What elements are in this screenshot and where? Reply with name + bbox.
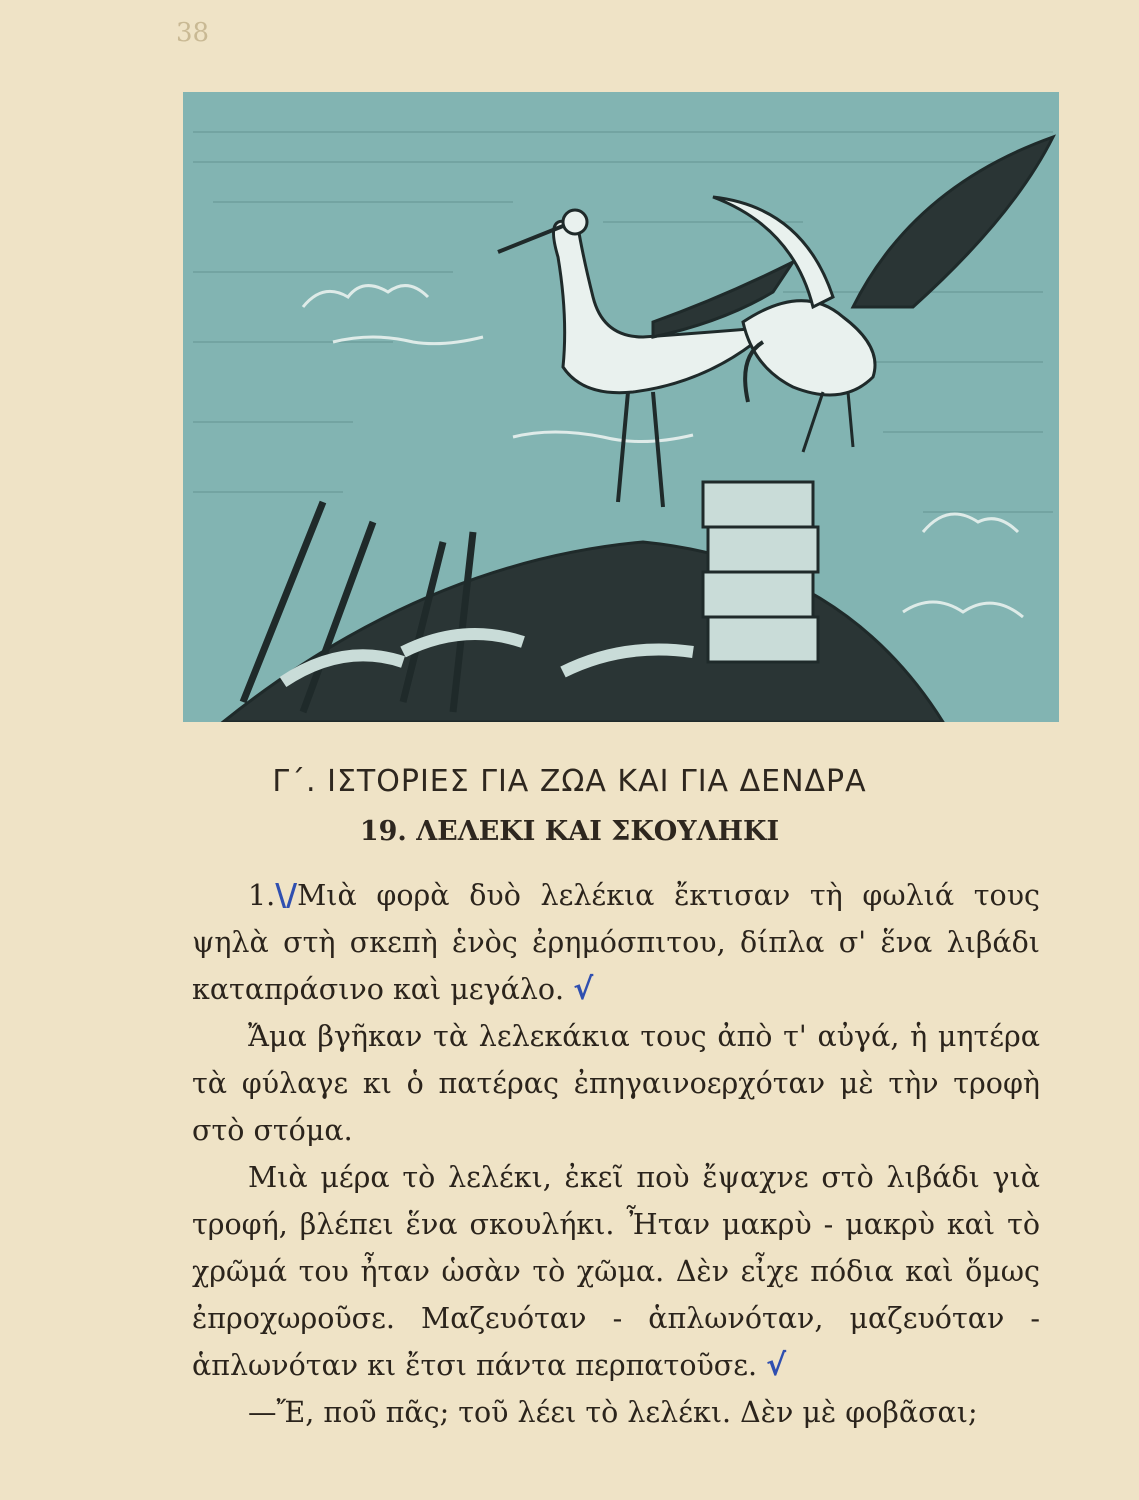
paragraph-3 xyxy=(192,1154,1040,1389)
section-heading: Γ΄. ΙΣΤΟΡΙΕΣ ΓΙΑ ΖΩΑ ΚΑΙ ΓΙΑ ΔΕΝΔΡΑ xyxy=(272,764,867,799)
stork-illustration xyxy=(183,92,1059,722)
lesson-title: 19. ΛΕΛΕΚΙ ΚΑΙ ΣΚΟΥΛΗΚΙ xyxy=(359,816,780,847)
paragraph-2: Ἄμα βγῆκαν τὰ λελεκάκια τους ἀπὸ τ' αὐγά, ἡ μητέρα τὰ φύλαγε κι ὁ πατέρας ἐπηγαινοερχόταν μὲ τὴν τροφὴ στὸ στόμα. xyxy=(192,1020,1040,1147)
paragraph-number: 1. xyxy=(248,879,276,912)
paragraph-1 xyxy=(192,872,1040,1013)
handwritten-check-mark-2: √ xyxy=(573,972,594,1007)
handwritten-check-mark-3: √ xyxy=(766,1348,787,1383)
paragraph-1-text: Μιὰ φορὰ δυὸ λελέκια ἔκτισαν τὴ φωλιά τους ψηλὰ στὴ σκεπὴ ἑνὸς ἐρημόσπιτου, δίπλα σ' ἕνα λιβάδι καταπράσινο καὶ μεγάλο. xyxy=(192,879,1040,1006)
stork-illustration-drawing xyxy=(183,92,1059,722)
story-text xyxy=(192,872,1040,1436)
page-number: 38 xyxy=(176,18,210,48)
handwritten-check-mark: \/ xyxy=(275,878,298,913)
paragraph-3-text: Μιὰ μέρα τὸ λελέκι, ἐκεῖ ποὺ ἔψαχνε στὸ λιβάδι γιὰ τροφή, βλέπει ἕνα σκουλήκι. Ἦταν μακρὺ - μακρὺ καὶ τὸ χρῶμά του ἦταν ὡσὰν τὸ χῶμα. Δὲν εἶχε πόδια καὶ ὅμως ἐπροχωροῦσε. Μαζευόταν - ἁπλωνόταν, μαζευόταν - ἁπλωνόταν κι ἔτσι πάντα περπατοῦσε. xyxy=(192,1161,1040,1382)
paragraph-4: —Ἔ, ποῦ πᾶς; τοῦ λέει τὸ λελέκι. Δὲν μὲ φοβᾶσαι; xyxy=(248,1396,978,1429)
